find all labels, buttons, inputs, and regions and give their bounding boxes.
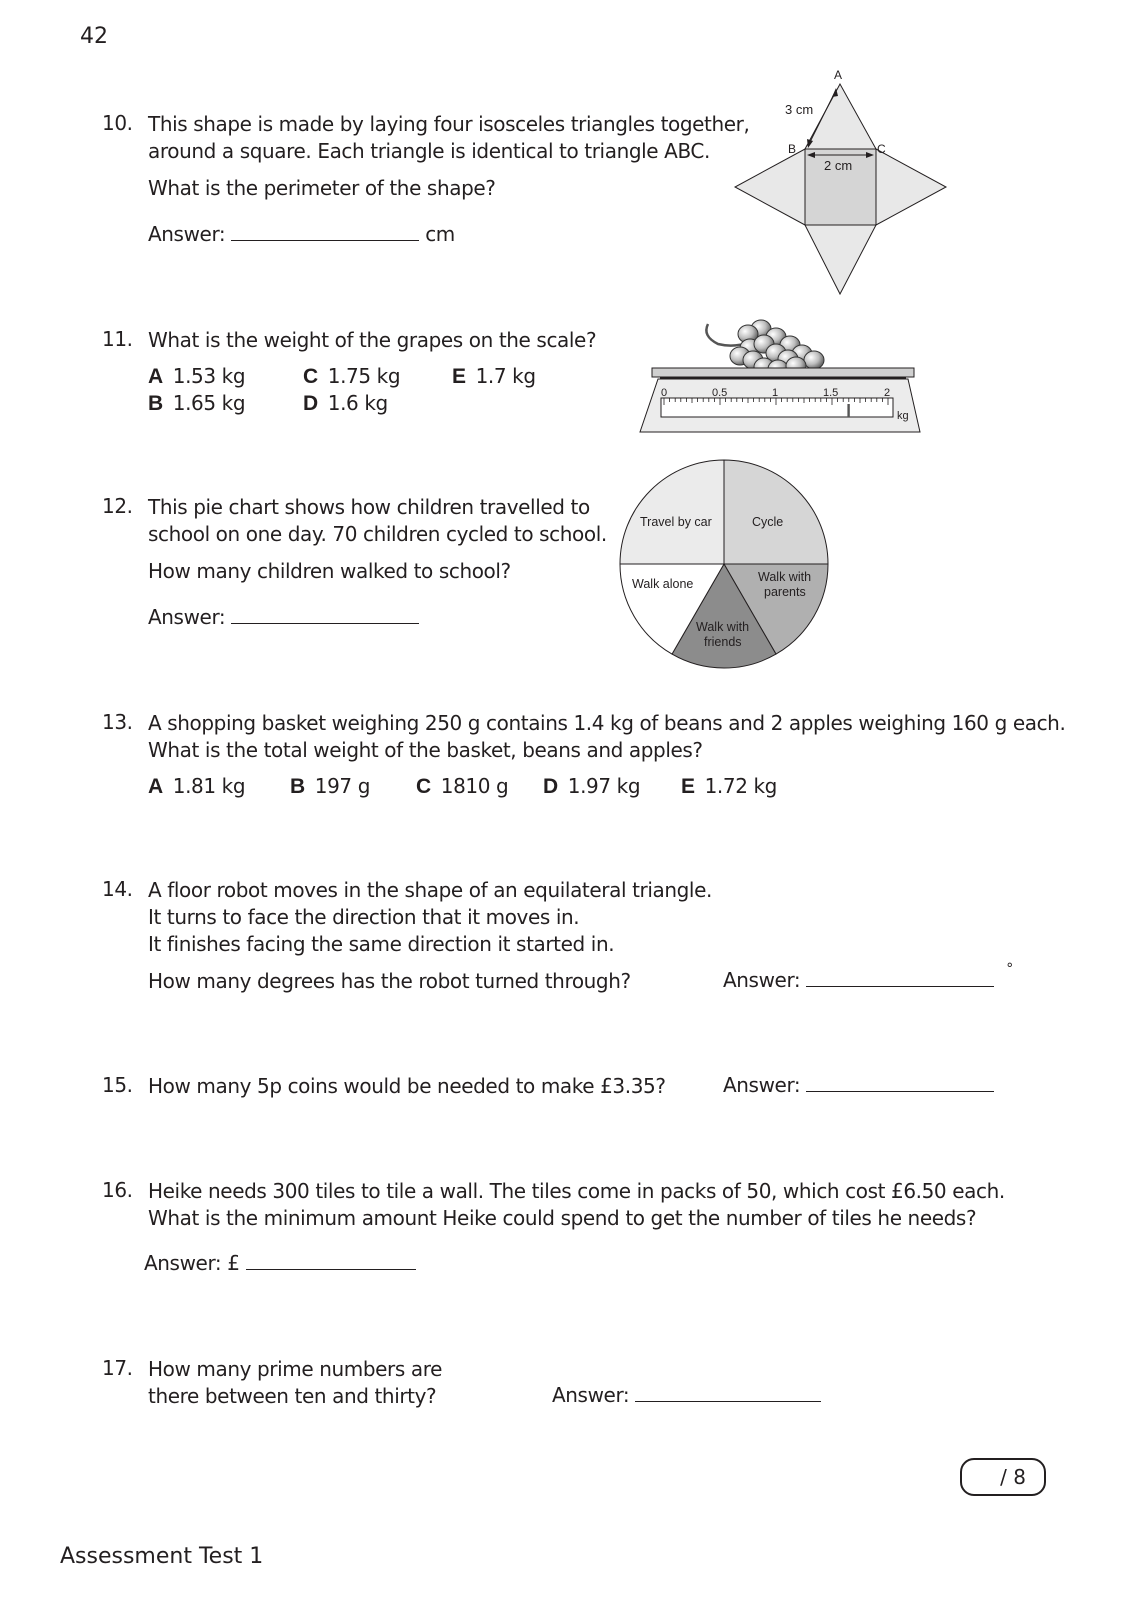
question-text-line: How many prime numbers are (148, 1357, 442, 1381)
answer-field[interactable] (723, 1073, 994, 1097)
pie-slice-travel-by-car (620, 460, 724, 564)
question-text-line: school on one day. 70 children cycled to school. (148, 522, 607, 546)
option-c[interactable]: C 1810 g (416, 774, 509, 798)
question-text-line: A shopping basket weighing 250 g contains 1.4 kg of beans and 2 apples weighing 160 g each. (148, 711, 1066, 735)
weighing-scale-diagram (638, 312, 928, 436)
scale-pointer (847, 404, 849, 417)
kite-diagram (728, 64, 952, 300)
question-text-line: This shape is made by laying four isosceles triangles together, (148, 112, 750, 136)
footer-title: Assessment Test 1 (60, 1544, 264, 1569)
vertex-b-label: B (788, 142, 797, 156)
question-text: What is the weight of the grapes on the scale? (148, 328, 597, 352)
question-text-line: around a square. Each triangle is identical to triangle ABC. (148, 139, 710, 163)
pie-chart (618, 458, 832, 672)
option-a[interactable]: A 1.81 kg (148, 774, 246, 798)
question-text-line: It finishes facing the same direction it started in. (148, 932, 615, 956)
option-e[interactable]: E 1.7 kg (452, 364, 536, 388)
scale-tick-label: 1 (772, 387, 779, 399)
scale-unit-label: kg (897, 410, 909, 422)
question-text: How many 5p coins would be needed to make £3.35? (148, 1074, 666, 1098)
answer-label: Answer: (552, 1383, 630, 1407)
question-text-line: It turns to face the direction that it moves in. (148, 905, 580, 929)
question-text-line: What is the minimum amount Heike could spend to get the number of tiles he needs? (148, 1206, 977, 1230)
base-length-label: 2 cm (824, 158, 853, 173)
question-text-line: A floor robot moves in the shape of an equilateral triangle. (148, 878, 712, 902)
option-b[interactable]: B 197 g (290, 774, 370, 798)
pie-label: Walk alone (632, 577, 694, 591)
question-text-line: This pie chart shows how children travelled to (148, 495, 590, 519)
scale-tick-label: 1.5 (823, 387, 839, 399)
question-prompt: How many degrees has the robot turned through? (148, 969, 631, 993)
answer-label: Answer: £ (144, 1251, 240, 1275)
option-d[interactable]: D 1.97 kg (543, 774, 641, 798)
degree-unit: ° (1006, 961, 1013, 977)
option-d[interactable]: D 1.6 kg (303, 391, 388, 415)
answer-unit: cm (425, 222, 455, 246)
answer-blank[interactable] (635, 1383, 821, 1402)
answer-blank[interactable] (806, 1073, 994, 1092)
answer-blank[interactable] (246, 1251, 416, 1270)
question-number: 16. (102, 1178, 133, 1202)
question-text-line: there between ten and thirty? (148, 1384, 437, 1408)
pie-label: Travel by car (640, 515, 712, 529)
answer-label: Answer: (723, 968, 801, 992)
question-prompt: What is the perimeter of the shape? (148, 176, 496, 200)
scale-tick-label: 2 (884, 387, 891, 399)
answer-label: Answer: (148, 605, 226, 629)
question-text-line: Heike needs 300 tiles to tile a wall. The tiles come in packs of 50, which cost £6.50 each. (148, 1179, 1005, 1203)
page-number: 42 (80, 24, 108, 49)
question-number: 15. (102, 1073, 133, 1097)
vertex-c-label: C (877, 142, 886, 156)
option-a[interactable]: A 1.53 kg (148, 364, 246, 388)
pie-label: Walk with (696, 620, 750, 634)
question-number: 14. (102, 877, 133, 901)
option-b[interactable]: B 1.65 kg (148, 391, 246, 415)
option-c[interactable]: C 1.75 kg (303, 364, 401, 388)
question-number: 11. (102, 327, 133, 351)
pie-label: friends (704, 635, 742, 649)
question-prompt: How many children walked to school? (148, 559, 511, 583)
answer-blank[interactable] (231, 605, 419, 624)
question-text-line: What is the total weight of the basket, beans and apples? (148, 738, 703, 762)
vertex-a-label: A (834, 68, 843, 82)
score-box: / 8 (960, 1458, 1046, 1496)
pie-label: parents (764, 585, 806, 599)
answer-blank[interactable] (231, 222, 419, 241)
answer-field[interactable] (148, 222, 455, 246)
side-length-label: 3 cm (785, 102, 814, 117)
question-number: 12. (102, 494, 133, 518)
answer-label: Answer: (723, 1073, 801, 1097)
question-number: 10. (102, 111, 133, 135)
answer-field[interactable] (144, 1251, 416, 1275)
pie-label: Cycle (752, 515, 784, 529)
answer-field[interactable] (148, 605, 419, 629)
answer-field[interactable] (723, 961, 1013, 992)
answer-blank[interactable] (806, 968, 994, 987)
option-e[interactable]: E 1.72 kg (681, 774, 777, 798)
pie-label: Walk with (758, 570, 812, 584)
question-number: 17. (102, 1356, 133, 1380)
scale-tick-label: 0 (661, 387, 668, 399)
question-number: 13. (102, 710, 133, 734)
scale-tick-label: 0.5 (712, 387, 728, 399)
answer-label: Answer: (148, 222, 226, 246)
pie-slice-cycle (724, 460, 828, 564)
answer-field[interactable] (552, 1383, 821, 1407)
